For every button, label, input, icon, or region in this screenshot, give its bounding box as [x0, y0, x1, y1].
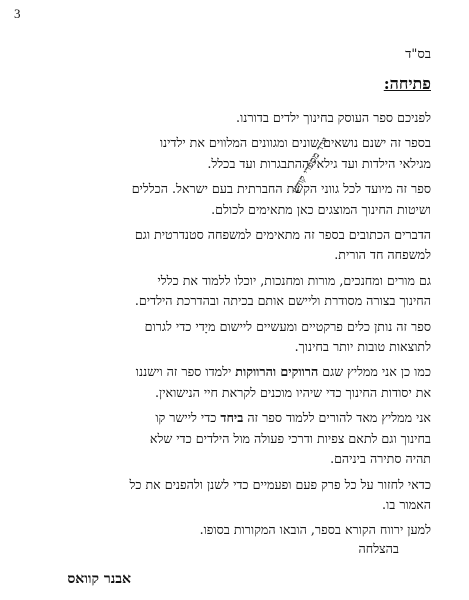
paragraph [18, 362, 431, 403]
paragraph [18, 520, 431, 540]
text-line: כדאי לחזור על כל פרק פעם ופעמיים כדי לשנן ולהפנים את כל [129, 476, 431, 492]
paragraph [18, 108, 431, 128]
body-text [18, 108, 431, 546]
page-number: 3 [14, 6, 21, 21]
bold-text: ביחד [220, 410, 244, 426]
paragraph [18, 408, 431, 469]
text-line [18, 408, 431, 428]
text-line: האמור בו. [382, 496, 431, 512]
text-line: הדברים הכתובים בספר זה מתאימים למשפחה סטנדרטית וגם [134, 227, 431, 243]
watermark-stamp: יורד מספרי קודש [290, 135, 332, 196]
text-line: החינוך בצורה מסודרת וליישם אותם בכיתה ובהדרכת הילדים. [134, 293, 431, 309]
text-line: לפניכם ספר העוסק בחינוך ילדים בדורנו. [236, 110, 431, 125]
text-line: גם מורים ומחנכים, מורות ומחנכות, יוכלו ללמוד את כללי [157, 272, 431, 288]
text-line: לתוצאות טובות יותר בחינוך. [294, 339, 431, 355]
text-segment: כמו כן אני ממליץ שגם [318, 364, 431, 380]
bold-text: הרווקים והרווקות [235, 364, 319, 380]
text-segment: ילמדו ספר זה וישננו [135, 364, 236, 380]
text-line: את יסודות החינוך כדי שיהיו מוכנים לקראת חיי הנישואין. [155, 384, 431, 400]
text-line: ספר זה נותן כלים פרקטיים ומעשיים ליישום מיָדי כדי לגרום [144, 318, 431, 334]
text-line: תהיה סתירה ביניהם. [330, 451, 431, 467]
text-line: בחינוך וגם לתאם צפיות ודרכי פעולה מול הילדים כדי שלא [149, 430, 431, 446]
page-title: פתיחה: [383, 74, 431, 93]
closing-text: בהצלחה [358, 541, 399, 556]
paragraph [18, 317, 431, 358]
text-line [18, 362, 431, 382]
header-bsd: בס"ד [405, 47, 431, 62]
text-line: למען ירווח הקורא בספר, הובאו המקורות בסופו. [199, 522, 431, 538]
text-line: בספר זה ישנם נושאים שונים ומגוונים המלווים את ילדינו [159, 135, 431, 151]
text-line: ספר זה מיועד לכל גווני הקשת החברתית בעם ישראל. הכללים [131, 181, 431, 197]
text-line: למשפחה חד הורית. [334, 247, 431, 263]
text-line: מגילאי הילדות ועד גילאי ההתבגרות ועד בכלל. [207, 155, 431, 171]
paragraph [18, 475, 431, 516]
paragraph [18, 271, 431, 312]
text-line: ושיטות החינוך המוצגים כאן מתאימים לכולם. [211, 201, 431, 217]
author-signature: אבנר קוואס [67, 571, 131, 587]
paragraph [18, 225, 431, 266]
paragraph [18, 133, 431, 174]
text-segment: אני ממליץ מאד להורים ללמוד ספר זה [243, 410, 431, 426]
text-segment: כדי ליישר קו [155, 410, 221, 426]
paragraph [18, 179, 431, 220]
